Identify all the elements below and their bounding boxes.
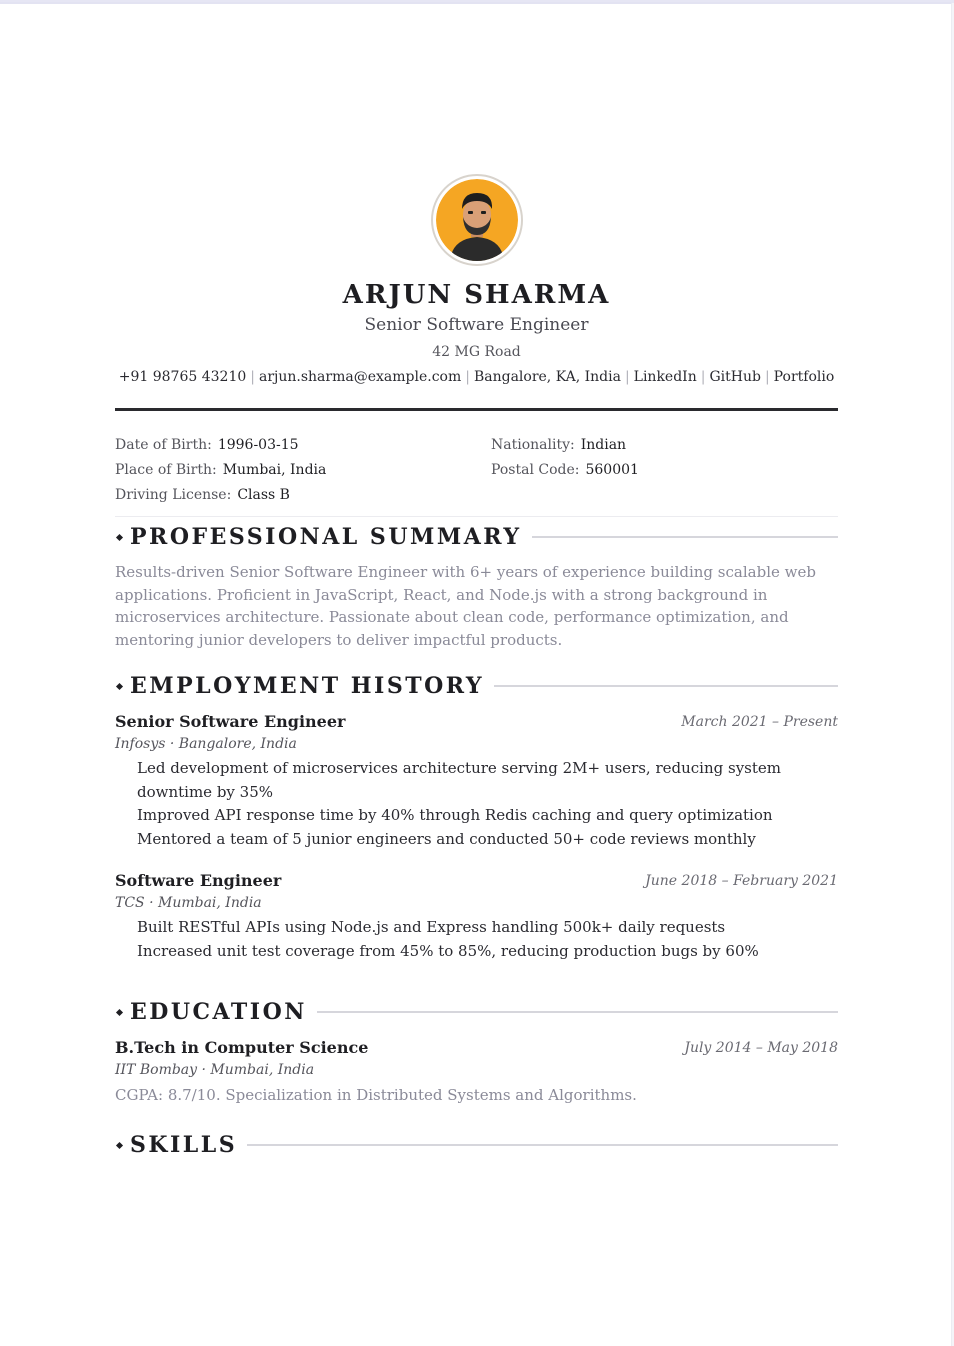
email-link[interactable]: arjun.sharma@example.com [258,369,462,385]
phone: +91 98765 43210 [118,369,247,385]
job-entry [115,711,838,851]
avatar-illustration-icon [436,179,518,261]
detail-pob: Place of Birth: Mumbai, India [115,462,327,478]
education-section [115,998,838,1107]
section-title: PROFESSIONAL SUMMARY [130,524,522,550]
job-bullets [137,916,838,963]
job-org: Infosys · Bangalore, India [115,736,297,752]
summary-section [115,523,838,651]
degree-title: B.Tech in Computer Science [115,1038,369,1057]
list-item: Increased unit test coverage from 45% to 85%, reducing production bugs by 60% [137,941,759,960]
list-item: Built RESTful APIs using Node.js and Express handling 500k+ daily requests [137,918,726,936]
job-org: TCS · Mumbai, India [115,895,262,911]
location: Bangalore, KA, India [473,369,621,385]
section-title: EMPLOYMENT HISTORY [130,673,485,699]
job-entry [115,870,838,963]
detail-nationality: Nationality: Indian [491,437,627,453]
education-date: July 2014 – May 2018 [684,1040,838,1056]
job-date: June 2018 – February 2021 [645,873,838,889]
contact-line: +91 98765 43210 | arjun.sharma@example.com | Bangalore, KA, India | LinkedIn | GitHub | Portfolio [118,369,835,385]
job-title: Software Engineer [115,871,282,890]
diamond-icon [116,682,123,689]
avatar [431,174,523,266]
job-date: March 2021 – Present [681,714,838,730]
list-item: Led development of microservices architecture serving 2M+ users, reducing system downtime by 35% [137,759,782,801]
detail-license: Driving License: Class B [115,487,290,503]
header-divider [115,408,838,411]
linkedin-link[interactable]: LinkedIn [633,369,697,385]
detail-postal: Postal Code: 560001 [491,462,639,478]
job-bullets [137,757,838,851]
education-org: IIT Bombay · Mumbai, India [115,1062,315,1078]
section-title: EDUCATION [130,999,307,1025]
diamond-icon [116,1141,123,1148]
education-entry [115,1037,838,1107]
github-link[interactable]: GitHub [709,369,761,385]
skills-section [115,1131,838,1159]
candidate-name: ARJUN SHARMA [342,280,611,310]
portfolio-link[interactable]: Portfolio [773,369,835,385]
candidate-address: 42 MG Road [432,344,521,360]
job-title: Senior Software Engineer [115,712,346,731]
detail-dob: Date of Birth: 1996-03-15 [115,437,299,453]
employment-section [115,672,838,963]
details-divider [115,516,838,517]
resume-header [115,174,838,386]
summary-text: Results-driven Senior Software Engineer with 6+ years of experience building scalable web applications. Proficient in JavaScript, React, and Node.js with a strong background in microservices architecture. Passionate about clean code, performance optimization, and mentoring junior developers to deliver impactful products. [115,563,816,649]
diamond-icon [116,533,123,540]
section-title: SKILLS [130,1132,238,1158]
candidate-title: Senior Software Engineer [364,315,589,335]
diamond-icon [116,1008,123,1015]
education-note: CGPA: 8.7/10. Specialization in Distributed Systems and Algorithms. [115,1086,637,1104]
list-item: Improved API response time by 40% through Redis caching and query optimization [137,806,773,824]
list-item: Mentored a team of 5 junior engineers and conducted 50+ code reviews monthly [137,829,756,848]
